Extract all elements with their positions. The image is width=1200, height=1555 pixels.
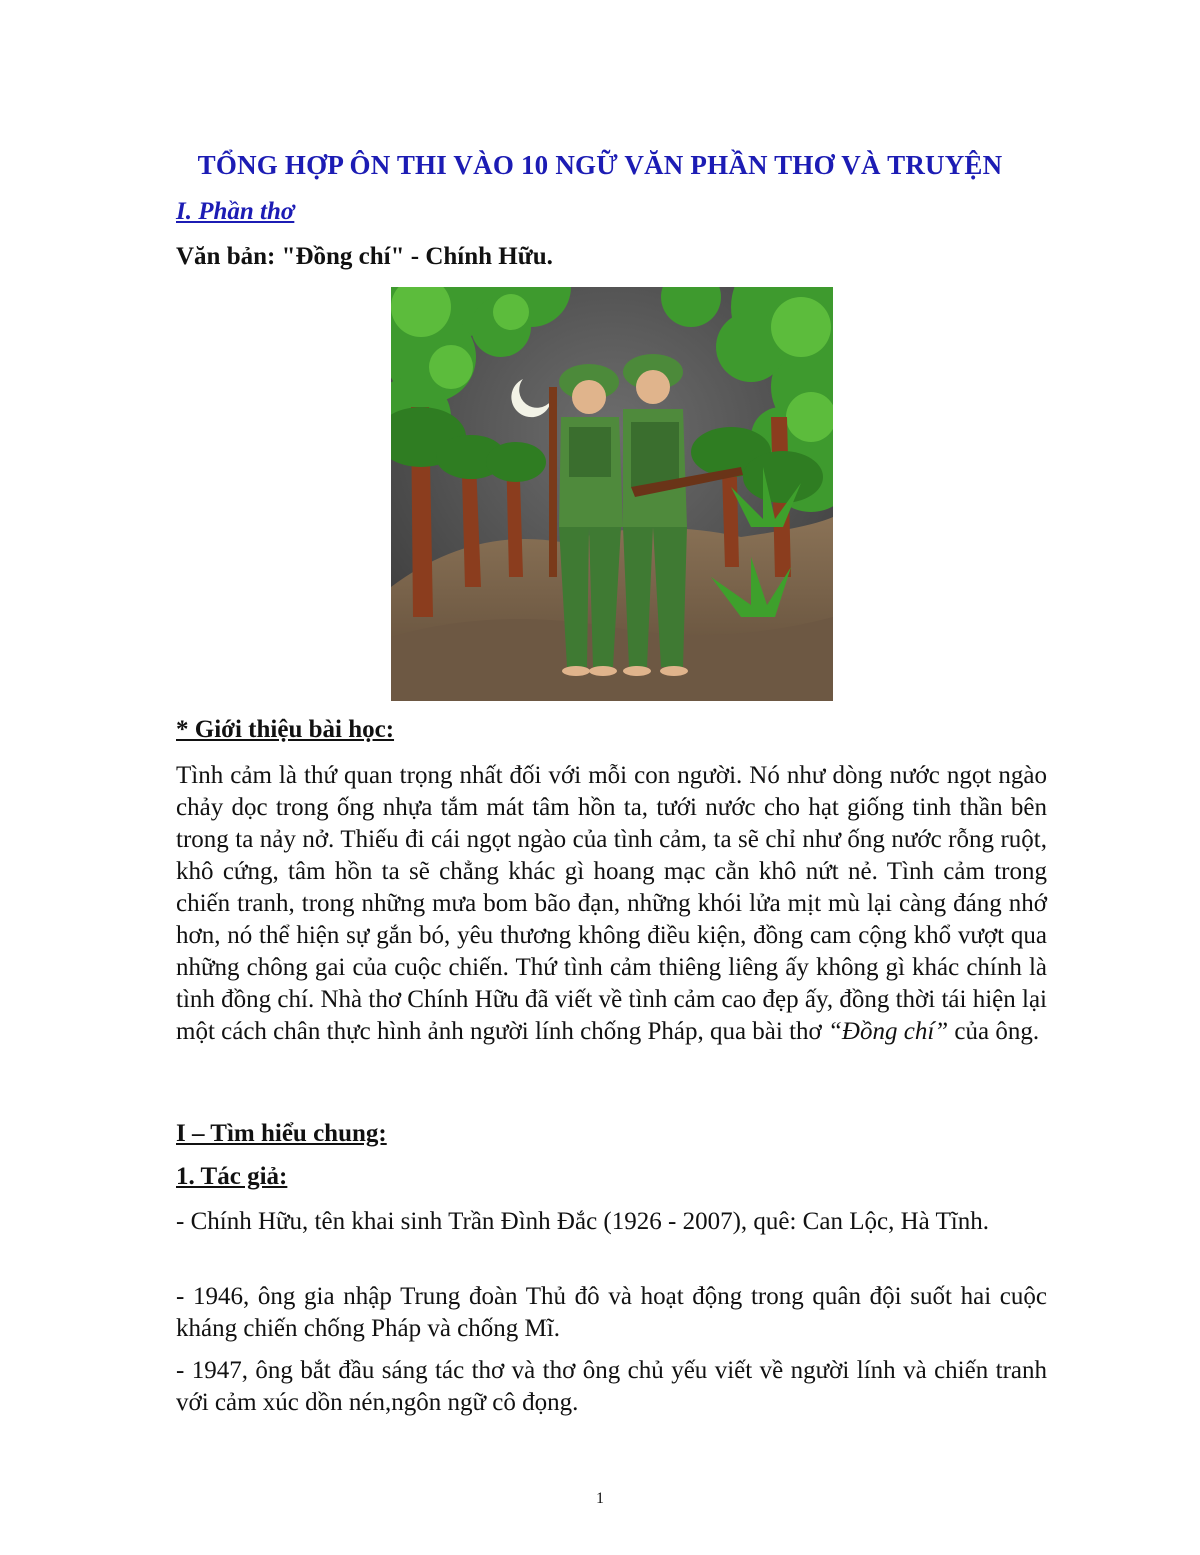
intro-paragraph-text: Tình cảm là thứ quan trọng nhất đối với mỗi con người. Nó như dòng nước ngọt ngào chảy dọc trong ống nhựa tắm mát tâm hồn ta, tưới nước cho hạt giống tinh thần bên trong ta nảy nở. Thiếu đi cái ngọt ngào của tình cảm, ta sẽ chỉ như ống nước rỗng ruột, khô cứng, tâm hồn ta sẽ chẳng khác gì hoang mạc cằn khô nứt nẻ. Tình cảm trong chiến tranh, trong những mưa bom bão đạn, những khói lửa mịt mù lại càng đáng nhớ hơn, nó thể hiện sự gắn bó, yêu thương không điều kiện, đồng cam cộng khổ vượt qua những chông gai của cuộc chiến. Thứ tình cảm thiêng liêng ấy không gì khác chính là tình đồng chí. Nhà thơ Chính Hữu đã viết về tình cảm cao đẹp ấy, đồng thời tái hiện lại một cách chân thực hình ảnh người lính chống Pháp, qua bài thơ bbox=[176, 762, 1047, 1045]
author-bullet: - Chính Hữu, tên khai sinh Trần Đình Đắc (1926 - 2007), quê: Can Lộc, Hà Tĩnh. bbox=[176, 1208, 989, 1235]
document-title: TỔNG HỢP ÔN THI VÀO 10 NGỮ VĂN PHẦN THƠ VÀ TRUYỆN bbox=[197, 150, 1003, 180]
poem-title-italic: “Đồng chí” bbox=[828, 1018, 949, 1045]
intro-paragraph bbox=[176, 760, 1047, 1048]
text-title: Văn bản: "Đồng chí" - Chính Hữu. bbox=[176, 243, 553, 270]
section-heading-poetry: I. Phần thơ bbox=[176, 198, 295, 225]
author-bullet: - 1947, ông bắt đầu sáng tác thơ và thơ ông chủ yếu viết về người lính và chiến tranh với cảm xúc dồn nén,ngôn ngữ cô đọng. bbox=[176, 1357, 1047, 1416]
section-heading-general: I – Tìm hiểu chung: bbox=[176, 1120, 387, 1147]
intro-paragraph-end: của ông. bbox=[948, 1018, 1040, 1045]
subsection-heading-author: 1. Tác giả: bbox=[176, 1163, 288, 1190]
intro-heading: * Giới thiệu bài học: bbox=[176, 716, 395, 743]
soldiers-illustration bbox=[391, 287, 833, 701]
author-bullet: - 1946, ông gia nhập Trung đoàn Thủ đô và hoạt động trong quân đội suốt hai cuộc kháng chiến chống Pháp và chống Mĩ. bbox=[176, 1283, 1047, 1342]
page-number: 1 bbox=[596, 1490, 604, 1507]
